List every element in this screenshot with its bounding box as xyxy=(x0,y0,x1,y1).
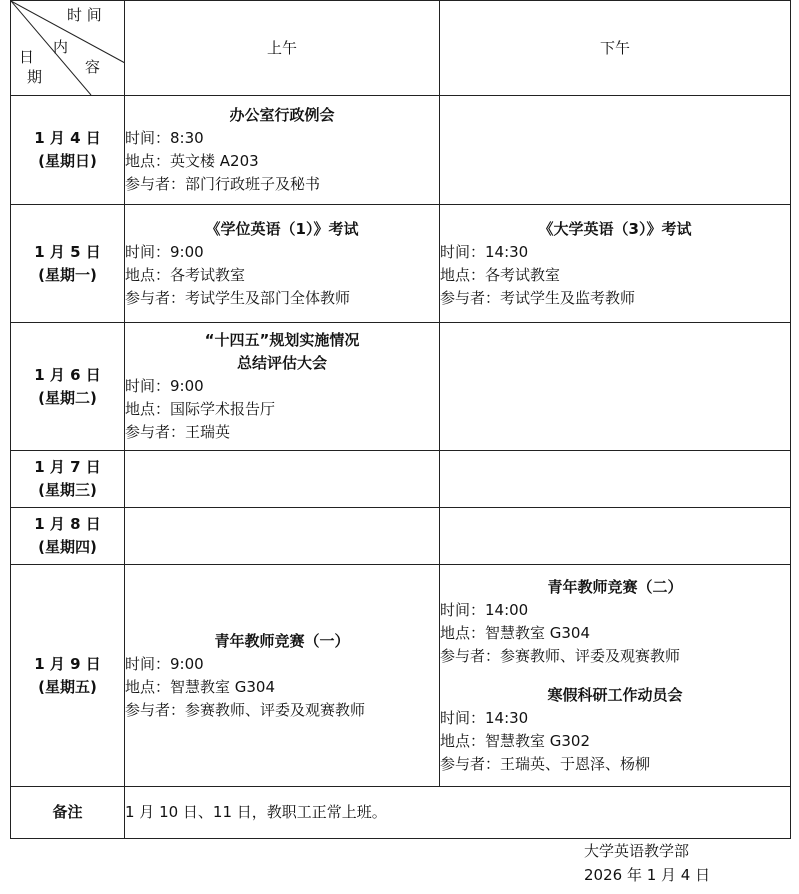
morning-cell xyxy=(125,508,440,565)
event-title: 《大学英语（3）》考试 xyxy=(538,219,692,238)
schedule-table xyxy=(10,0,791,839)
event-time: 时间：9:00 xyxy=(125,377,204,395)
table-row xyxy=(11,451,791,508)
event-time: 时间：14:30 xyxy=(440,242,529,261)
date-label: 1 月 9 日 xyxy=(34,654,101,673)
morning-cell xyxy=(125,205,440,323)
event-title: “十四五”规划实施情况 xyxy=(204,331,360,349)
note-row xyxy=(11,787,791,839)
event-title: 青年教师竞赛（一） xyxy=(214,631,350,650)
date-cell xyxy=(11,451,125,508)
corner-content-label-a: 内 xyxy=(53,38,69,56)
afternoon-cell xyxy=(440,205,791,323)
event-location: 地点：智慧教室 G302 xyxy=(440,731,591,750)
event-location: 地点：智慧教室 G304 xyxy=(125,677,276,696)
date-label: 1 月 4 日 xyxy=(34,129,101,147)
date-label: 1 月 6 日 xyxy=(34,365,101,384)
date-cell xyxy=(11,323,125,451)
event-time: 时间：9:00 xyxy=(125,242,204,261)
morning-header: 上午 xyxy=(125,1,440,96)
table-row xyxy=(11,96,791,205)
event-location: 地点：各考试教室 xyxy=(440,265,561,284)
date-label: 1 月 5 日 xyxy=(34,242,101,261)
date-cell xyxy=(11,96,125,205)
weekday-label: (星期二) xyxy=(38,388,97,407)
corner-content-label-b: 容 xyxy=(85,58,101,76)
morning-cell xyxy=(125,565,440,787)
date-label: 1 月 8 日 xyxy=(34,515,101,533)
event-title: 办公室行政例会 xyxy=(229,106,335,124)
table-row xyxy=(11,508,791,565)
event-time: 时间：9:00 xyxy=(125,654,204,673)
corner-cell xyxy=(11,1,125,96)
event-participants: 参与者：王瑞英 xyxy=(125,423,231,441)
event-time: 时间：8:30 xyxy=(125,129,204,147)
weekday-label: (星期五) xyxy=(38,677,97,696)
event-title: 寒假科研工作动员会 xyxy=(547,685,683,704)
morning-cell xyxy=(125,451,440,508)
event-participants: 参与者：王瑞英、于恩泽、杨柳 xyxy=(440,754,651,773)
event-title: 青年教师竞赛（二） xyxy=(547,577,683,596)
morning-cell xyxy=(125,323,440,451)
event-participants: 参与者：考试学生及部门全体教师 xyxy=(125,288,351,307)
afternoon-cell xyxy=(440,508,791,565)
event-spacer xyxy=(440,668,790,684)
table-row xyxy=(11,565,791,787)
weekday-label: (星期三) xyxy=(38,481,97,499)
afternoon-cell xyxy=(440,96,791,205)
footer-department: 大学英语教学部 xyxy=(584,842,690,860)
footer-date: 2026 年 1 月 4 日 xyxy=(584,866,711,884)
corner-date-label-a: 日 xyxy=(19,48,35,66)
date-cell xyxy=(11,205,125,323)
morning-cell xyxy=(125,96,440,205)
note-text: 1 月 10 日、11 日，教职工正常上班。 xyxy=(125,787,791,839)
event-location: 地点：国际学术报告厅 xyxy=(125,400,276,418)
corner-time-label: 时 间 xyxy=(67,6,102,24)
event-time: 时间：14:00 xyxy=(440,600,529,619)
note-label: 备注 xyxy=(11,787,125,839)
event-location: 地点：智慧教室 G304 xyxy=(440,623,591,642)
weekday-label: (星期日) xyxy=(38,152,97,170)
weekday-label: (星期四) xyxy=(38,538,97,556)
table-row xyxy=(11,323,791,451)
event-participants: 参与者：参赛教师、评委及观赛教师 xyxy=(125,700,366,719)
afternoon-cell xyxy=(440,451,791,508)
event-participants: 参与者：考试学生及监考教师 xyxy=(440,288,636,307)
event-title: 《学位英语（1）》考试 xyxy=(205,219,359,238)
event-time: 时间：14:30 xyxy=(440,708,529,727)
event-location: 地点：各考试教室 xyxy=(125,265,246,284)
date-cell xyxy=(11,565,125,787)
table-row xyxy=(11,205,791,323)
event-title-line2: 总结评估大会 xyxy=(236,354,327,372)
header-row xyxy=(11,1,791,96)
event-location: 地点：英文楼 A203 xyxy=(125,152,259,170)
event-participants: 参与者：参赛教师、评委及观赛教师 xyxy=(440,646,681,665)
event-participants: 参与者：部门行政班子及秘书 xyxy=(125,175,321,193)
afternoon-cell xyxy=(440,323,791,451)
afternoon-header: 下午 xyxy=(440,1,791,96)
date-cell xyxy=(11,508,125,565)
date-label: 1 月 7 日 xyxy=(34,458,101,476)
weekday-label: (星期一) xyxy=(38,265,97,284)
afternoon-cell xyxy=(440,565,791,787)
corner-date-label-b: 期 xyxy=(27,68,43,86)
